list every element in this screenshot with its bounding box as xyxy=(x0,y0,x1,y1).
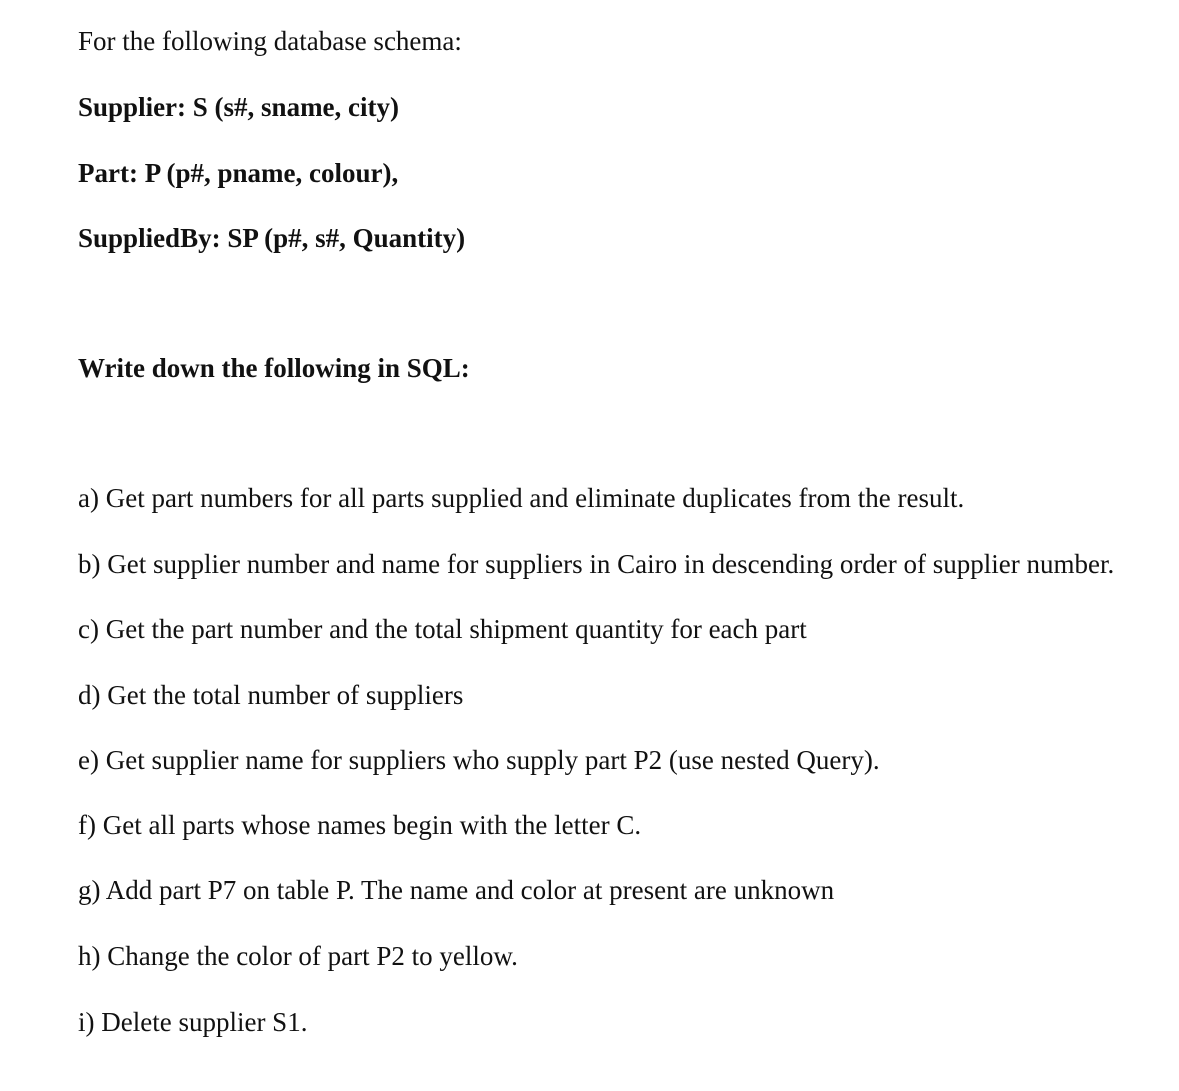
question-i: i) Delete supplier S1. xyxy=(78,1007,308,1037)
question-f: f) Get all parts whose names begin with the letter C. xyxy=(78,810,642,840)
question-h: h) Change the color of part P2 to yellow. xyxy=(78,941,518,971)
schema-part: Part: P (p#, pname, colour), xyxy=(78,158,399,188)
question-g: g) Add part P7 on table P. The name and color at present are unknown xyxy=(78,875,835,905)
schema-suppliedby: SuppliedBy: SP (p#, s#, Quantity) xyxy=(78,223,466,253)
instruction-heading: Write down the following in SQL: xyxy=(78,353,470,383)
question-c: c) Get the part number and the total shipment quantity for each part xyxy=(78,614,807,644)
question-b: b) Get supplier number and name for suppliers in Cairo in descending order of supplier number. xyxy=(78,549,1115,579)
question-d: d) Get the total number of suppliers xyxy=(78,680,464,710)
schema-supplier: Supplier: S (s#, sname, city) xyxy=(78,92,400,122)
question-a: a) Get part numbers for all parts supplied and eliminate duplicates from the result. xyxy=(78,483,965,513)
question-e: e) Get supplier name for suppliers who supply part P2 (use nested Query). xyxy=(78,745,880,775)
intro-text: For the following database schema: xyxy=(78,26,462,56)
